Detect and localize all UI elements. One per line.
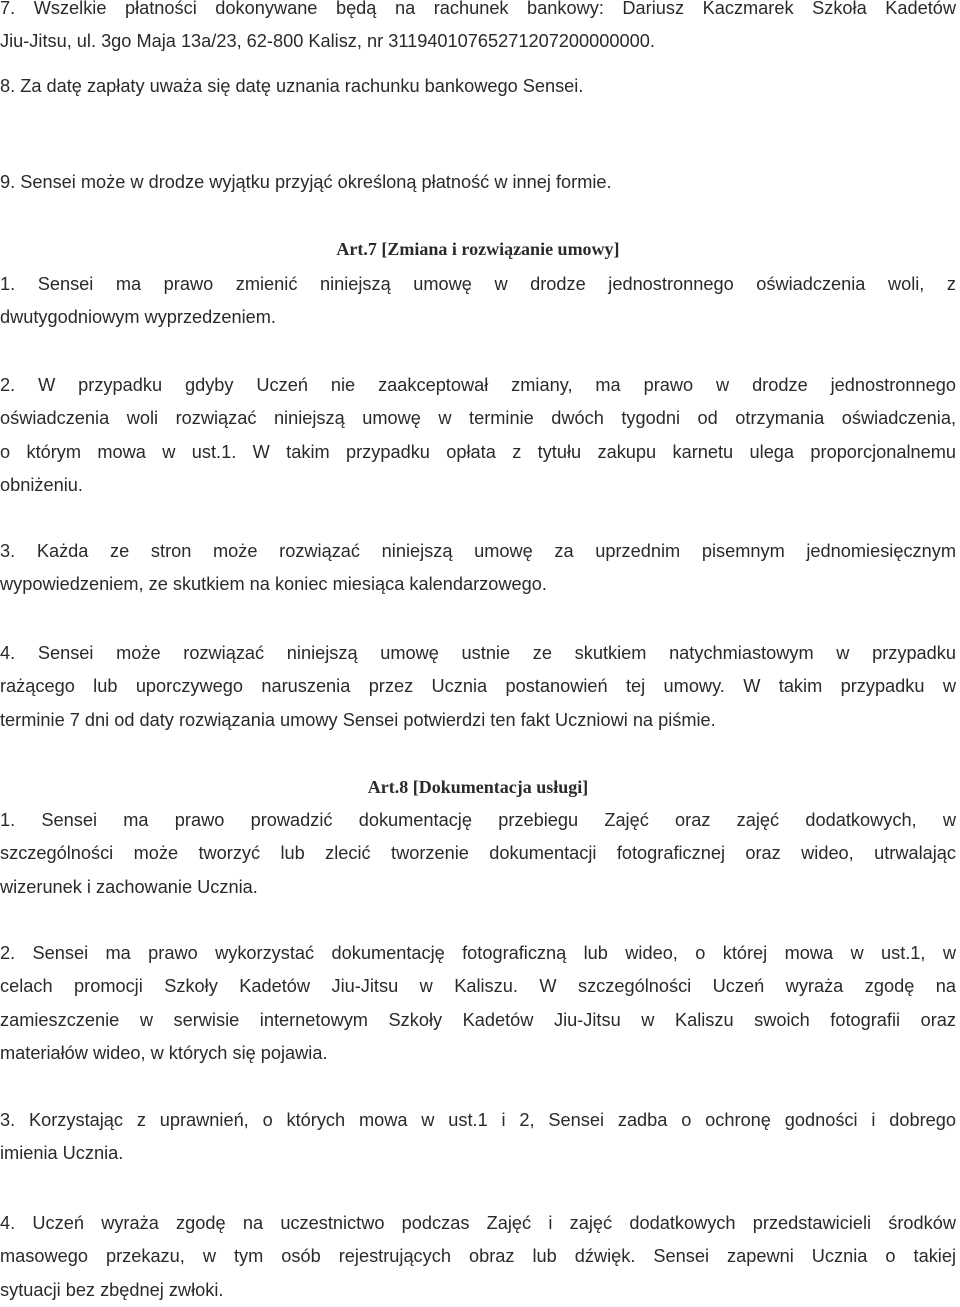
paragraph-line: wypowiedzeniem, ze skutkiem na koniec miesiąca kalendarzowego. [0,574,547,595]
article-8-paragraph-3 [0,1104,956,1171]
article-7-heading: Art.7 [Zmiana i rozwiązanie umowy] [336,239,620,259]
article-8-paragraph-2 [0,937,956,1070]
paragraph-line: o którym mowa w ust.1. W takim przypadku opłata z tytułu zakupu karnetu ulega proporcjonalnemu [0,441,956,462]
paragraph-line: 8. Za datę zapłaty uważa się datę uznania rachunku bankowego Sensei. [0,76,584,96]
paragraph-9 [0,166,956,199]
paragraph-line: 1. Sensei ma prawo zmienić niniejszą umowę w drodze jednostronnego oświadczenia woli, z [0,274,956,294]
paragraph-line: 7. Wszelkie płatności dokonywane będą na rachunek bankowy: Dariusz Kaczmarek Szkoła Kadetów [0,0,956,18]
paragraph-line: celach promocji Szkoły Kadetów Jiu-Jitsu w Kaliszu. W szczególności Uczeń wyraża zgodę na [0,976,956,997]
paragraph-line: imienia Ucznia. [0,1143,124,1164]
paragraph-line: 3. Korzystając z uprawnień, o których mowa w ust.1 i 2, Sensei zadba o ochronę godności i dobrego [0,1110,956,1130]
paragraph-line: 1. Sensei ma prawo prowadzić dokumentację przebiegu Zajęć oraz zajęć dodatkowych, w [0,810,956,830]
paragraph-line: 9. Sensei może w drodze wyjątku przyjąć określoną płatność w innej formie. [0,172,612,192]
article-7-paragraph-4 [0,637,956,737]
article-7-paragraph-3 [0,535,956,602]
paragraph-line: 4. Sensei może rozwiązać niniejszą umowę ustnie ze skutkiem natychmiastowym w przypadku [0,643,956,663]
paragraph-line: zamieszczenie w serwisie internetowym Szkoły Kadetów Jiu-Jitsu w Kaliszu swoich fotografii oraz [0,1009,956,1030]
paragraph-line: 3. Każda ze stron może rozwiązać niniejszą umowę za uprzednim pisemnym jednomiesięcznym [0,541,956,561]
paragraph-line: terminie 7 dni od daty rozwiązania umowy Sensei potwierdzi ten fakt Uczniowi na piśmie. [0,709,716,730]
paragraph-line: 2. W przypadku gdyby Uczeń nie zaakceptował zmiany, ma prawo w drodze jednostronnego [0,375,956,395]
article-7-paragraph-2 [0,369,956,502]
article-8-paragraph-4 [0,1207,956,1307]
paragraph-line: Jiu-Jitsu, ul. 3go Maja 13a/23, 62-800 Kalisz, nr 31194010765271207200000000. [0,31,655,52]
paragraph-line: materiałów wideo, w których się pojawia. [0,1042,328,1063]
paragraph-line: sytuacji bez zbędnej zwłoki. [0,1279,224,1300]
article-7-paragraph-1 [0,268,956,335]
paragraph-line: masowego przekazu, w tym osób rejestrujących obraz lub dźwięk. Sensei zapewni Ucznia o takiej [0,1246,956,1267]
paragraph-line: wizerunek i zachowanie Ucznia. [0,876,258,897]
paragraph-line: szczególności może tworzyć lub zlecić tworzenie dokumentacji fotograficznej oraz wideo, utrwalając [0,843,956,864]
paragraph-line: oświadczenia woli rozwiązać niniejszą umowę w terminie dwóch tygodni od otrzymania oświadczenia, [0,408,956,429]
article-8-paragraph-1 [0,804,956,904]
paragraph-line: 4. Uczeń wyraża zgodę na uczestnictwo podczas Zajęć i zajęć dodatkowych przedstawicieli środków [0,1213,956,1233]
paragraph-line: obniżeniu. [0,474,83,495]
paragraph-line: dwutygodniowym wyprzedzeniem. [0,307,276,328]
paragraph-line: rażącego lub uporczywego naruszenia przez Ucznia postanowień tej umowy. W takim przypadku w [0,676,956,697]
paragraph-8 [0,70,956,103]
article-8-heading: Art.8 [Dokumentacja usługi] [367,777,589,797]
paragraph-7 [0,0,956,59]
paragraph-line: 2. Sensei ma prawo wykorzystać dokumentację fotograficzną lub wideo, o której mowa w ust.1, w [0,943,956,963]
